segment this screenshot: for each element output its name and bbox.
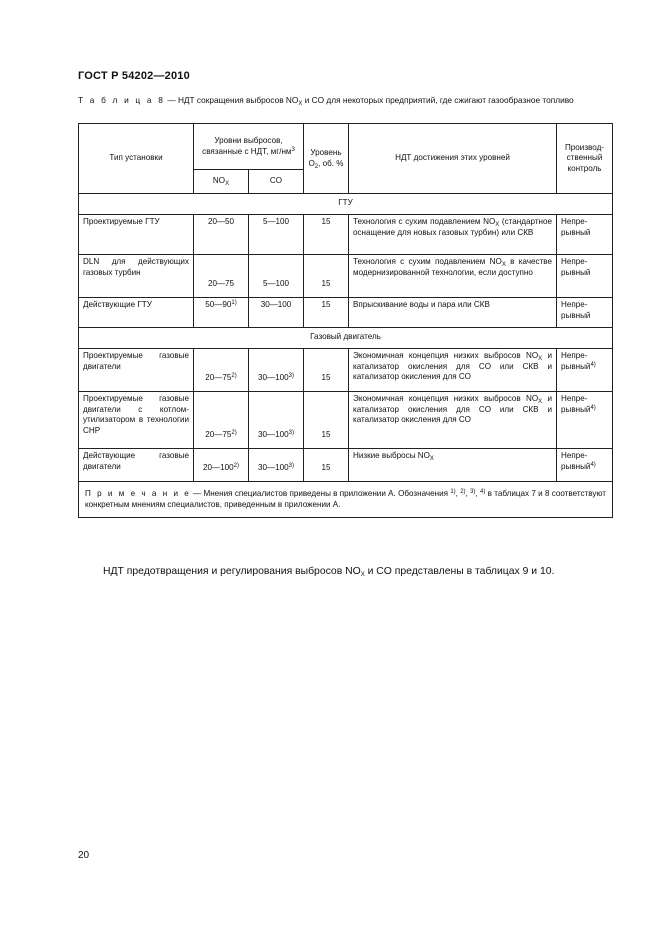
header-nox: $NO_X$: [194, 170, 249, 194]
cell-co: 30—100$^{3)}$: [249, 349, 304, 392]
cell-type: Проектируемые газовые двигатели с котлом-утилизатором в технологии CHP: [79, 392, 194, 449]
section-title-gas-engine: Газовый двигатель: [79, 328, 613, 349]
cell-nox: 50—90$^{1)}$: [194, 298, 249, 328]
cell-o2: 15: [304, 349, 349, 392]
cell-nox: 20—100$^{2)}$: [194, 449, 249, 482]
cell-ndt: Экономичная концепция низких выбросов $NO_X$ и катализатор окисления для CO или СКВ и катализатор окисления для CO: [349, 349, 557, 392]
header-levels: Уровни выбросов, связанные с НДТ, $мг/нм^3$: [194, 124, 304, 170]
table-row: [79, 255, 613, 298]
cell-co: 30—100$^{3)}$: [249, 449, 304, 482]
table-caption-text: — НДТ сокращения выбросов NO: [165, 95, 299, 105]
note-label: П р и м е ч а н и е: [85, 489, 191, 498]
page-number: 20: [78, 850, 90, 861]
cell-nox: 20—75$^{2)}$: [194, 349, 249, 392]
cell-ndt: Технология с сухим подавлением $NO_X$ в качестве модернизированной технологии, если доступно: [349, 255, 557, 298]
table-note: П р и м е ч а н и е — Мнения специалистов приведены в приложении А. Обозначения $^{1)}$, $^{2)}$, $^{3)}$, $^{4)}$ в таблицах 7 и 8 соответствуют конкретным мнениям специалистов, приведенным в приложении А.: [79, 482, 613, 518]
cell-control: Непре- рывный: [557, 298, 613, 328]
cell-co: 5—100: [249, 255, 304, 298]
section-title-gtu: ГТУ: [79, 194, 613, 215]
header-row: [79, 124, 613, 170]
cell-o2: 15: [304, 392, 349, 449]
cell-ndt: Низкие выбросы $NO_X$: [349, 449, 557, 482]
cell-o2: 15: [304, 215, 349, 255]
header-ndt: НДТ достижения этих уровней: [349, 124, 557, 194]
table-row: [79, 298, 613, 328]
cell-nox: 20—50: [194, 215, 249, 255]
cell-type: Проектируемые газовые двигатели: [79, 349, 194, 392]
header-o2: Уровень $O_2$, об. %: [304, 124, 349, 194]
table-row: [79, 392, 613, 449]
cell-control: Непре- рывный: [557, 255, 613, 298]
document-header: ГОСТ Р 54202—2010: [78, 70, 190, 82]
cell-control: Непре- рывный$^{4)}$: [557, 449, 613, 482]
cell-control: Непре- рывный: [557, 215, 613, 255]
note-row: [79, 482, 613, 518]
cell-o2: 15: [304, 298, 349, 328]
body-paragraph: НДТ предотвращения и регулирования выбросов $NO_X$ и CO представлены в таблицах 9 и 10.: [103, 566, 555, 578]
table-row: [79, 349, 613, 392]
cell-type: DLN для действующих газовых турбин: [79, 255, 194, 298]
header-co: CO: [249, 170, 304, 194]
cell-ndt: Впрыскивание воды и пара или СКВ: [349, 298, 557, 328]
cell-type: Проектируемые ГТУ: [79, 215, 194, 255]
emissions-table: [78, 123, 613, 518]
cell-control: Непре- рывный$^{4)}$: [557, 392, 613, 449]
table-caption: [78, 95, 612, 106]
cell-ndt: Экономичная концепция низких выбросов $NO_X$ и катализатор окисления для CO или СКВ и катализатор окисления для CO: [349, 392, 557, 449]
header-type: Тип установки: [79, 124, 194, 194]
cell-control: Непре- рывный$^{4)}$: [557, 349, 613, 392]
section-row-gas-engine: [79, 328, 613, 349]
table-caption-prefix: Т а б л и ц а 8: [78, 95, 166, 105]
cell-o2: 15: [304, 255, 349, 298]
cell-ndt: Технология с сухим подавлением $NO_X$ (стандартное оснащение для новых газовых турбин) или СКВ: [349, 215, 557, 255]
cell-type: Действующие ГТУ: [79, 298, 194, 328]
section-row-gtu: [79, 194, 613, 215]
table-row: [79, 449, 613, 482]
header-control: Производ- ственный контроль: [557, 124, 613, 194]
cell-nox: 20—75: [194, 255, 249, 298]
subscript: X: [298, 101, 303, 107]
table-row: [79, 215, 613, 255]
cell-co: 5—100: [249, 215, 304, 255]
table-caption-text-rest: и CO для некоторых предприятий, где сжигают газообразное топливо: [302, 95, 574, 105]
cell-co: 30—100$^{3)}$: [249, 392, 304, 449]
cell-co: 30—100: [249, 298, 304, 328]
cell-o2: 15: [304, 449, 349, 482]
cell-type: Действующие газовые двигатели: [79, 449, 194, 482]
cell-nox: 20—75$^{2)}$: [194, 392, 249, 449]
